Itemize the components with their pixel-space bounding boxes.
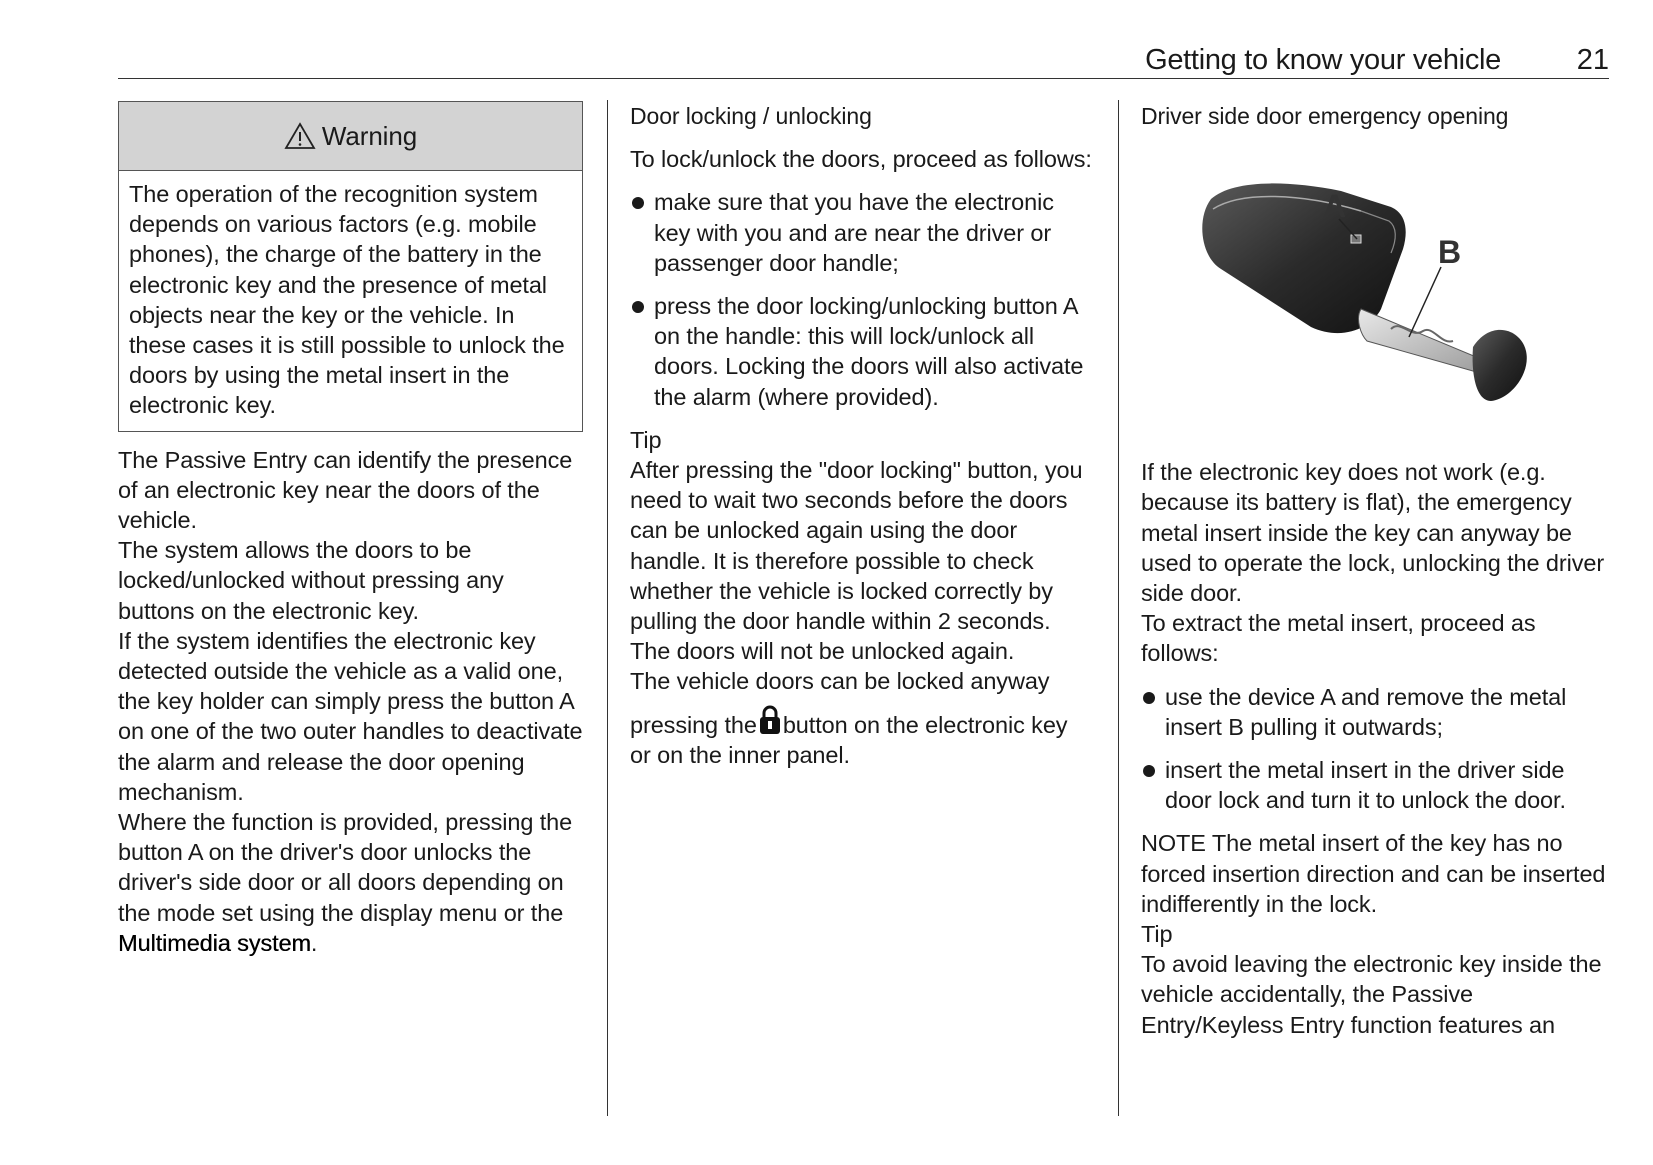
- tip-line-2: The vehicle doors can be locked anyway: [630, 668, 1050, 695]
- label-b: B: [1438, 234, 1462, 271]
- column-divider-left: [607, 100, 608, 1116]
- right-column: [1141, 101, 1611, 1040]
- key-fob-body: [1202, 184, 1405, 334]
- door-locking-steps: [630, 187, 1092, 411]
- driver-door-paragraph: Where the function is provided, pressing the button A on the driver's door unlocks the driver's side door or all doors depending on the mode set using the display menu or the Multimedia system.: [118, 809, 573, 956]
- list-item: insert the metal insert in the driver side door lock and turn it to unlock the door.: [1141, 755, 1611, 815]
- list-item: use the device A and remove the metal insert B pulling it outwards;: [1141, 682, 1611, 742]
- door-locking-intro: To lock/unlock the doors, proceed as follows:: [630, 146, 1092, 173]
- warning-header: [119, 102, 582, 171]
- lock-unlock-paragraph: The system allows the doors to be locked/unlocked without pressing any buttons on the electronic key.: [118, 537, 504, 624]
- metal-insert: [1359, 309, 1487, 375]
- emergency-paragraph-1: If the electronic key does not work (e.g. because its battery is flat), the emergency metal insert inside the key can anyway be used to operate the lock, unlocking the driver side door.: [1141, 459, 1605, 607]
- emergency-paragraph-2: To extract the metal insert, proceed as follows:: [1141, 610, 1536, 667]
- passive-entry-paragraph: The Passive Entry can identify the presence of an electronic key near the doors of the vehicle.: [118, 446, 573, 534]
- warning-title: Warning: [321, 120, 418, 151]
- electronic-key-figure: [1191, 169, 1551, 419]
- tip-text: After pressing the "door locking" button, you need to wait two seconds before the doors can be unlocked again using the door handle. It is therefore possible to check whether the vehicle is locked correctly by pulling the door handle within 2 seconds. The doors will not be unlocked again.: [630, 457, 1083, 665]
- column-divider-right: [1118, 100, 1119, 1116]
- section-title: Getting to know your vehicle: [1145, 44, 1501, 76]
- tip-label: Tip: [630, 426, 662, 453]
- tip-label-right: Tip: [1141, 921, 1173, 948]
- emergency-opening-heading: Driver side door emergency opening: [1141, 103, 1509, 129]
- left-column: [118, 101, 583, 958]
- tip-text-right: To avoid leaving the electronic key inside the vehicle accidentally, the Passive Entry/Keyless Entry function features an: [1141, 951, 1602, 1038]
- key-cap: [1473, 330, 1527, 401]
- tip-line-3: pressing the button on the electronic key or on the inner panel.: [630, 705, 1092, 770]
- lock-icon: [759, 705, 781, 735]
- warning-box: [118, 101, 583, 432]
- metal-insert-steps: [1141, 682, 1611, 816]
- header-divider: [118, 78, 1609, 79]
- door-locking-heading: Door locking / unlocking: [630, 103, 872, 129]
- note-text: NOTE The metal insert of the key has no forced insertion direction and can be inserted indifferently in the lock.: [1141, 830, 1606, 917]
- list-item: make sure that you have the electronic key with you and are near the driver or passenger door handle;: [630, 187, 1092, 278]
- warning-text: The operation of the recognition system depends on various factors (e.g. mobile phones), the charge of the battery in the electronic key and the presence of metal objects near the key or the vehicle. In these cases it is still possible to unlock the doors by using the metal insert in the electronic key.: [129, 181, 565, 419]
- warning-triangle-icon: [284, 122, 316, 150]
- label-a: A: [1323, 188, 1347, 225]
- valid-key-paragraph: If the system identifies the electronic key detected outside the vehicle as a valid one, the key holder can simply press the button A on one of the two outer handles to deactivate the alarm and release the door opening mechanism.: [118, 627, 583, 805]
- multimedia-system-term: Multimedia system: [118, 929, 311, 956]
- list-item: press the door locking/unlocking button A on the handle: this will lock/unlock all doors. Locking the doors will also activate the alarm (where provided).: [630, 291, 1092, 412]
- page-number: 21: [1576, 44, 1609, 76]
- middle-column: [630, 101, 1092, 770]
